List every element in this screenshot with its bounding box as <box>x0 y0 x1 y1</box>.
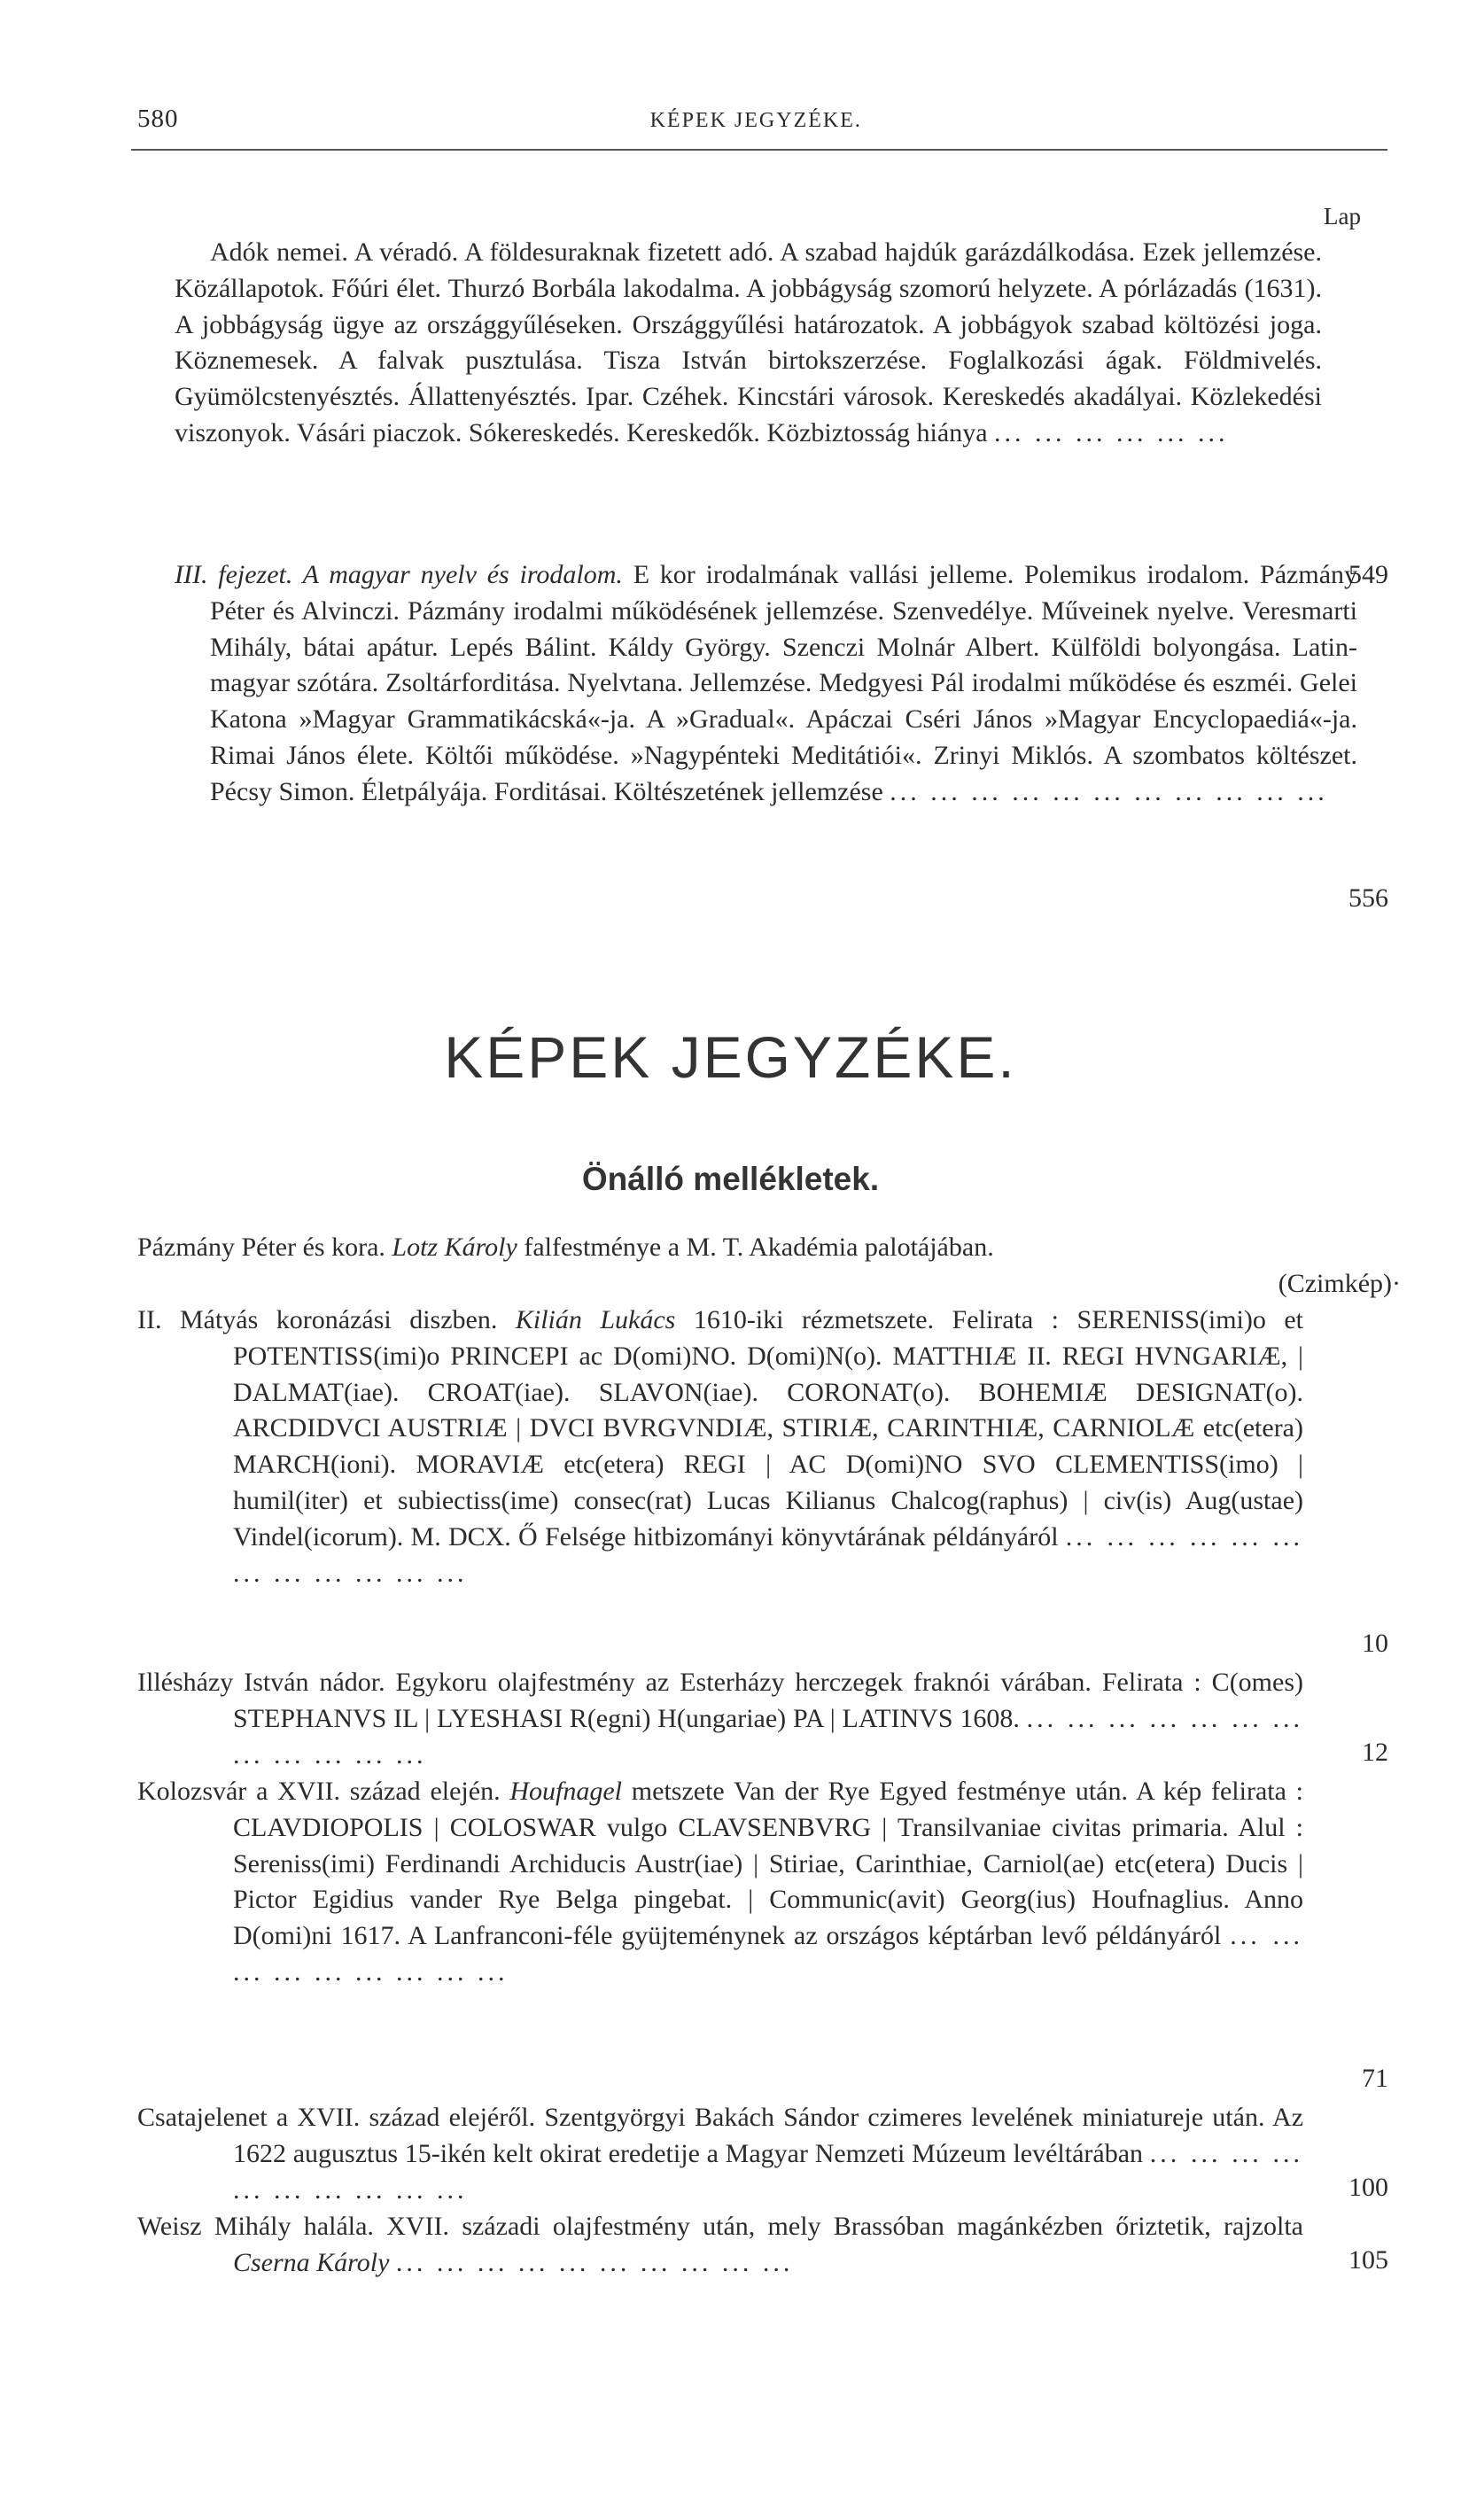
leader-dots: ... ... ... ... ... ... ... ... ... ... <box>233 2138 1304 2205</box>
entry-lead: Kolozsvár a XVII. század elején. <box>137 1777 501 1806</box>
entry-text: Egykoru olajfestmény az Esterházy herczegek fraknói várában. Felirata : C(omes) STEPHANVS IL | LYESHASI R(egni) H(ungariae) PA | LATINVS 1608. <box>233 1668 1303 1733</box>
list-item <box>137 1774 1303 1991</box>
header-rule <box>131 149 1387 151</box>
entry-author: Cserna Károly <box>233 2247 390 2277</box>
leader-dots: ... ... ... ... ... ... ... ... ... ... ... <box>890 776 1328 806</box>
entry-lead: II. Mátyás koronázási diszben. <box>137 1305 498 1334</box>
entry-lead: Pázmány Péter és kora. <box>137 1233 385 1262</box>
section-subtitle: Önálló mellékletek. <box>581 1161 880 1197</box>
page-title: KÉPEK JEGYZÉKE. <box>444 1024 1017 1090</box>
list-item <box>137 1665 1303 1773</box>
entry-author: Lotz Károly <box>392 1233 517 1262</box>
list-item <box>137 2209 1303 2282</box>
entry-page-number: 12 <box>1362 1738 1388 1767</box>
page-number: 580 <box>137 105 179 133</box>
leader-dots: ... ... ... ... ... ... ... ... ... ... <box>395 2247 794 2277</box>
entry-page-number: 105 <box>1348 2245 1388 2275</box>
entry-author: Houfnagel <box>509 1777 623 1806</box>
lap-label: Lap <box>1324 203 1361 229</box>
toc-page-number: 549 <box>1348 560 1388 589</box>
list-item <box>137 2100 1303 2208</box>
entry-text: falfestménye a M. T. Akadémia palotájában. <box>524 1233 994 1262</box>
running-title: KÉPEK JEGYZÉKE. <box>649 109 862 132</box>
toc-text: E kor irodalmának vallási jelleme. Polemikus irodalom. Pázmány Péter és Alvinczi. Pázmány irodalmi működésének jellemzése. Szenvedélye. Műveinek nyelve. Veresmarti Mihály, bátai apátur. Lepés Bálint. Káldy György. Szenczi Molnár Albert. Külföldi bolyongása. Latin-magyar szótára. Zsoltárforditása. Nyelvtana. Jellemzése. Medgyesi Pál irodalmi működése és eszméi. Gelei Katona »Magyar Grammatikácská«-ja. A »Gradual«. Apáczai Cséri János »Magyar Encyclopaediá«-ja. Rimai János élete. Költői működése. »Nagypénteki Meditátiói«. Zrinyi Miklós. A szombatos költészet. Pécsy Simon. Életpályája. Forditásai. Költészetének jellemzése <box>210 560 1358 806</box>
entry-text: 1610-iki rézmetszete. Felirata : SERENISS(imi)o et POTENTISS(imi)o PRINCEPI ac D(omi)NO. D(omi)N(o). MATTHIÆ II. REGI HVNGARIÆ, | DALMAT(iae). CROAT(iae). SLAVON(iae). CORONAT(o). BOHEMIÆ DESIGNAT(o). ARCDIDVCI AUSTRIÆ | DVCI BVRGVNDIÆ, STIRIÆ, CARINTHIÆ, CARNIOLÆ etc(etera) MARCH(ioni). MORAVIÆ etc(etera) REGI | AC D(omi)NO SVO CLEMENTISS(imo) | humil(iter) et subiectiss(ime) consec(rat) Lucas Kilianus Chalcog(raphus) | civ(is) Aug(ustae) Vindel(icorum). M. DCX. Ő Felsége hitbizományi könyvtárának példányáról <box>233 1305 1303 1552</box>
entry-text: Szentgyörgyi Bakách Sándor czimeres levelének miniatureje után. Az 1622 augusztus 15-ikén kelt okirat eredetije a Magyar Nemzeti Múzeum levéltárában <box>233 2103 1304 2168</box>
entry-lead: Illésházy István nádor. <box>137 1668 385 1697</box>
toc-text: Adók nemei. A véradó. A földesuraknak fizetett adó. A szabad hajdúk garázdálkodása. Ezek jellemzése. Közállapotok. Főúri élet. Thurzó Borbála lakodalma. A jobbágyság szomorú helyzete. A pórlázadás (1631). A jobbágyság ügye az országgyűléseken. Országgyűlési határozatok. A jobbágyok szabad költözési joga. Köznemesek. A falvak pusztulása. Tisza István birtokszerzése. Foglalkozási ágak. Földmivelés. Gyümölcstenyésztés. Állattenyésztés. Ipar. Czéhek. Kincstári városok. Kereskedés akadályai. Közlekedési viszonyok. Vásári piaczok. Sókereskedés. Kereskedők. Közbiztosság hiánya <box>175 237 1322 447</box>
toc-page-number: 556 <box>1348 883 1388 913</box>
leader-dots: ... ... ... ... ... ... ... ... ... ... ... ... <box>233 1521 1304 1588</box>
list-item <box>137 1303 1303 1591</box>
entry-page-number: 10 <box>1362 1629 1388 1658</box>
entry-page-number: 71 <box>1362 2064 1388 2093</box>
entry-text: metszete Van der Rye Egyed festménye után. A kép felirata : CLAVDIOPOLIS | COLOSWAR vulgo CLAVSENBVRG | Transilvaniae civitas primaria. Alul : Sereniss(imi) Ferdinandi Archiducis Austr(iae) | Stiriae, Carinthiae, Carniol(ae) etc(etera) Ducis | Pictor Egidius vander Rye Belga pingebat. | Communic(avit) Georg(ius) Houfnaglius. Anno D(omi)ni 1617. A Lanfranconi-féle gyüjteménynek az országos képtárban levő példányáról <box>233 1777 1304 1951</box>
entry-lead: Weisz Mihály halála. <box>137 2212 374 2241</box>
page-header <box>137 105 1387 134</box>
leader-dots: ... ... ... ... ... ... ... ... ... <box>233 1921 1304 1987</box>
toc-chapter-paragraph <box>175 557 1357 811</box>
toc-paragraph <box>175 235 1322 452</box>
leader-dots: ... ... ... ... ... ... <box>994 417 1229 447</box>
entry-lead: Csatajelenet a XVII. század elejéről. <box>137 2103 536 2132</box>
leader-dots: ... ... ... ... ... ... ... ... ... ... ... ... <box>233 1703 1304 1769</box>
list-item <box>137 1230 1401 1303</box>
entry-page-number: 100 <box>1348 2173 1388 2202</box>
entry-tail: (Czimkép)· <box>1278 1268 1401 1298</box>
chapter-heading: III. fejezet. A magyar nyelv és irodalom. <box>175 560 623 589</box>
entry-author: Kilián Lukács <box>515 1305 676 1334</box>
entry-text: XVII. századi olajfestmény után, mely Brassóban magánkézben őriztetik, rajzolta <box>386 2212 1304 2241</box>
